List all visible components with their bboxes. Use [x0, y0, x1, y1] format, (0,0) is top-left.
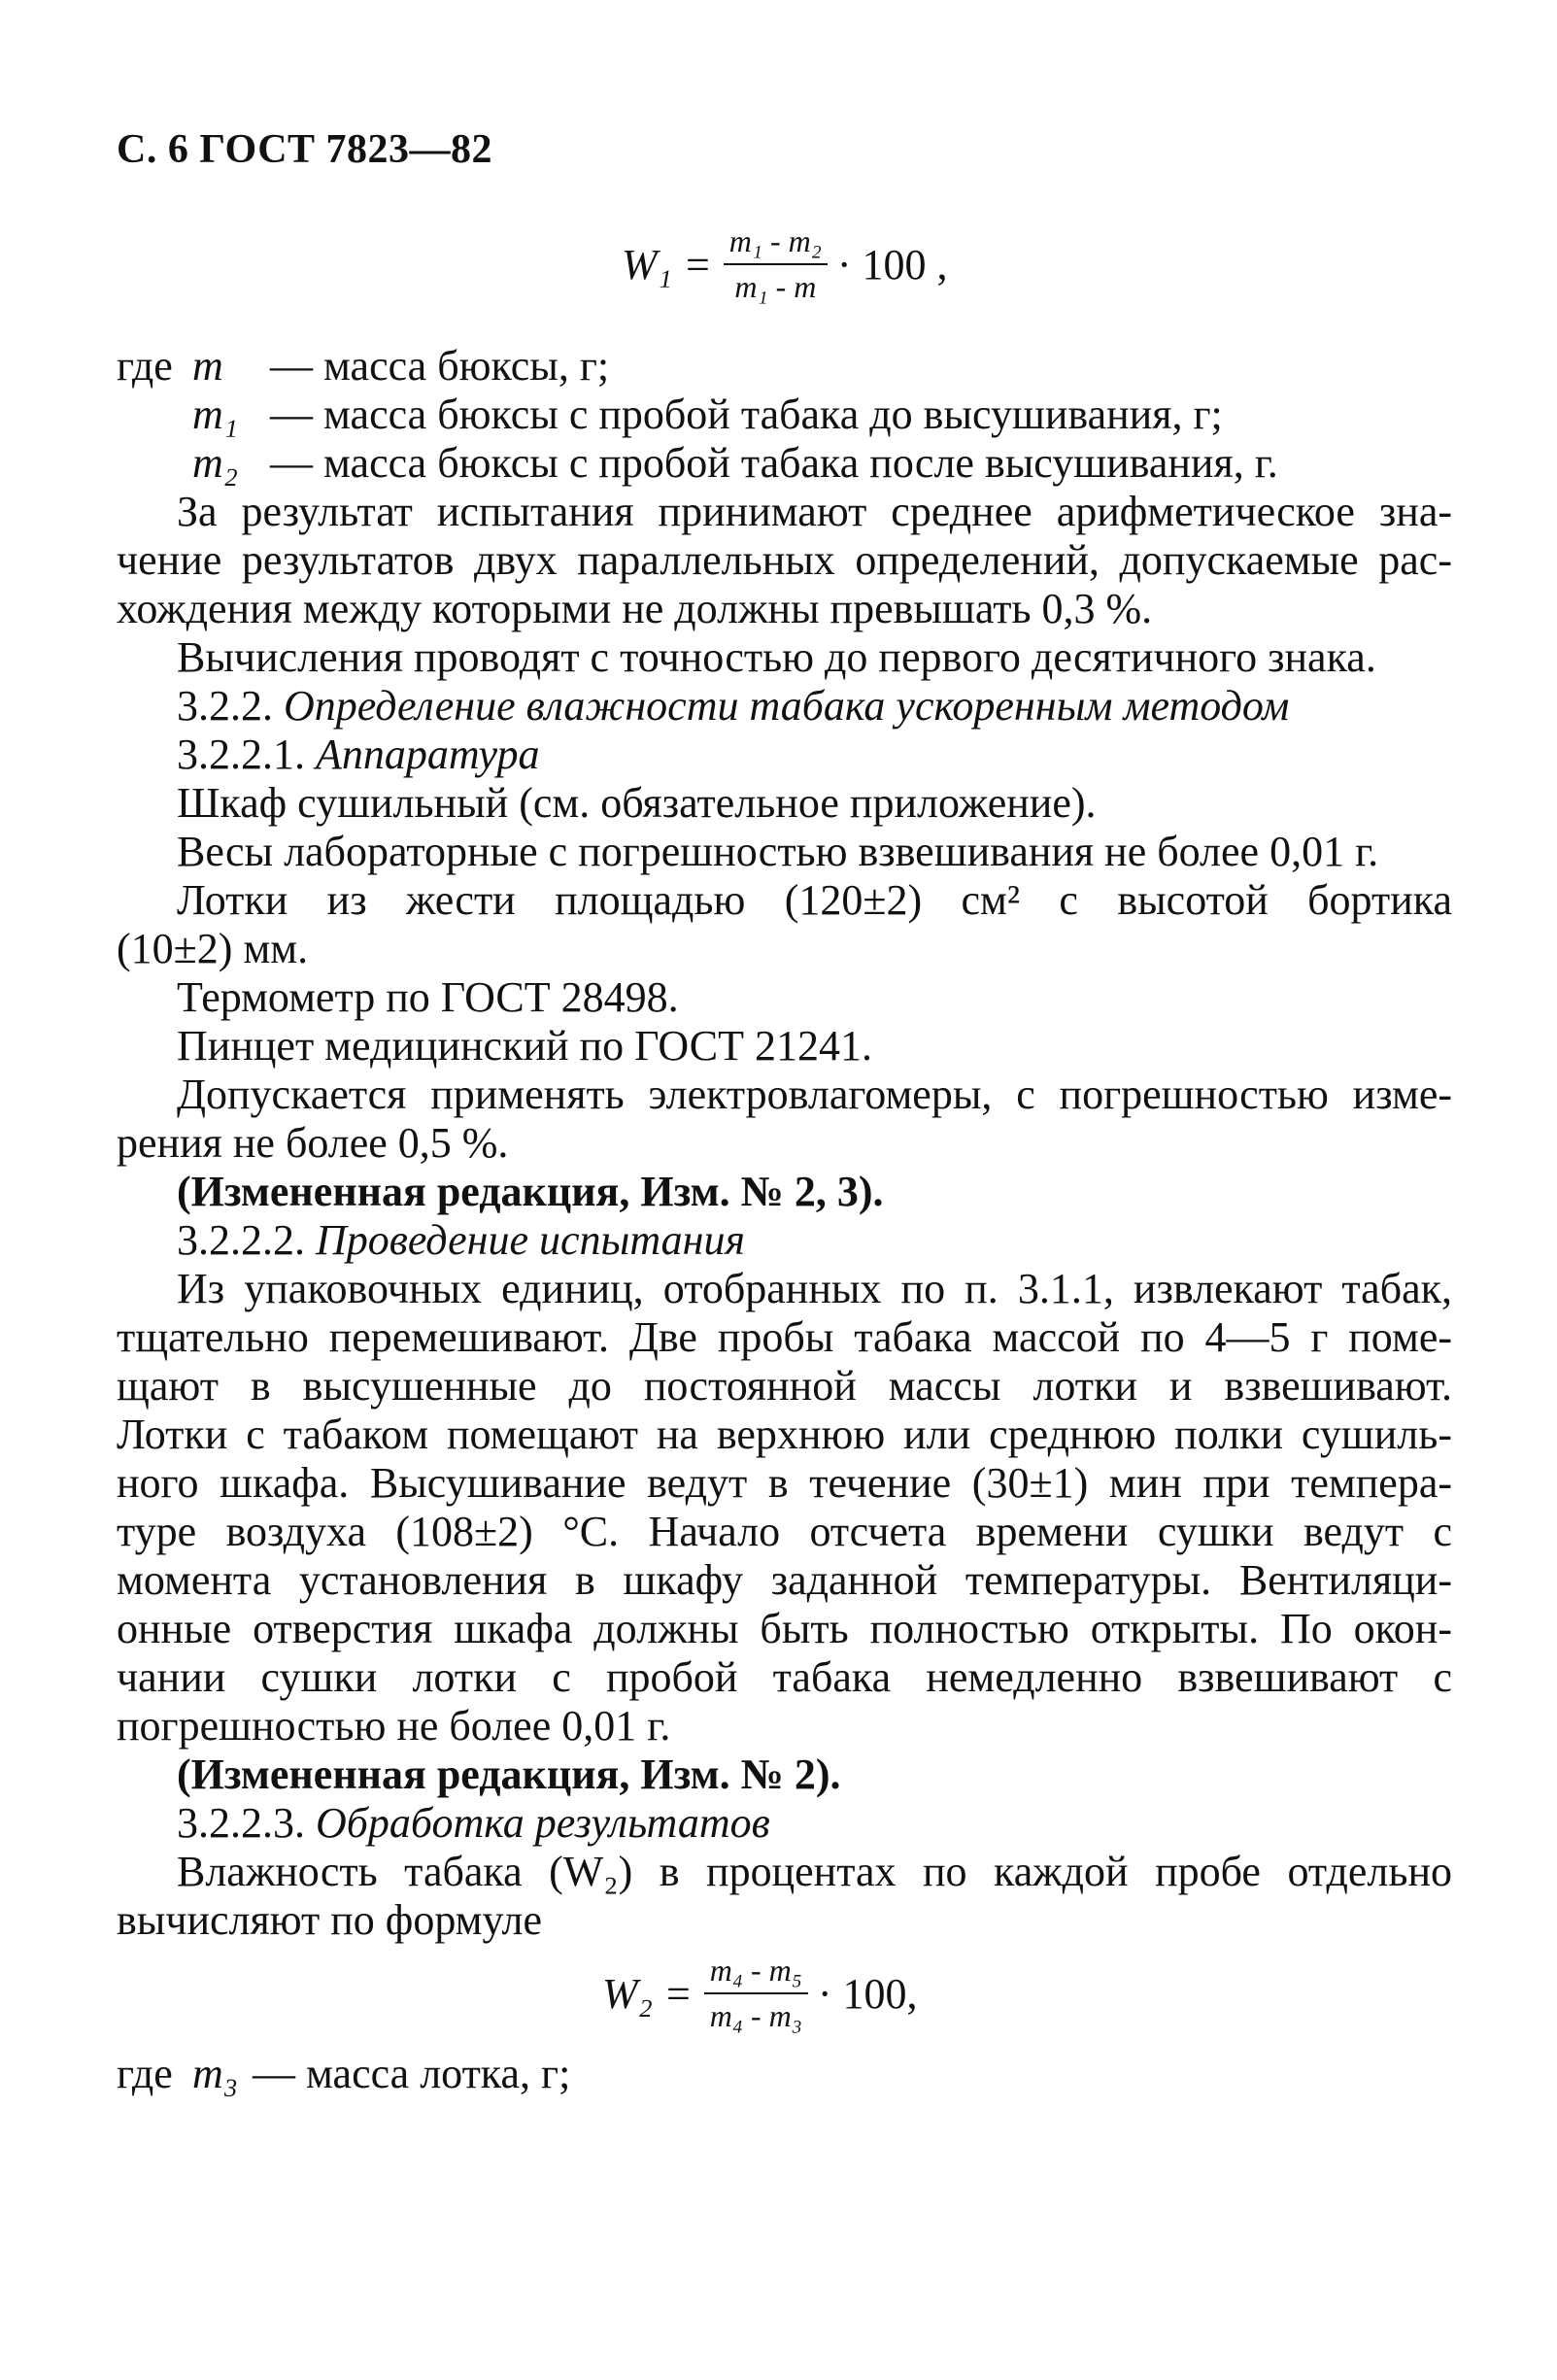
equipment-line: Термометр по ГОСТ 28498.	[177, 973, 679, 1021]
equipment-line: Шкаф сушильный (см. обязательное приложение).	[177, 779, 1097, 827]
equipment-line: Весы лабораторные с погрешностью взвешивания не более 0,01 г.	[177, 828, 1379, 875]
paragraph-line: вычисляют по формуле	[117, 1896, 543, 1944]
legend-text: — масса бюксы с пробой табака до высушивания, г;	[270, 391, 1223, 438]
section-title: Обработка результатов	[316, 1799, 770, 1847]
paragraph-line: Влажность табака (W₂) в процентах по каждой пробе отдельно	[177, 1848, 1452, 1895]
legend-item	[117, 342, 1452, 391]
equipment-line: Лотки из жести площадью (120±2) см² с высотой бортика	[177, 876, 1452, 924]
page-header: С. 6 ГОСТ 7823—82	[117, 127, 493, 172]
amendment-note: (Измененная редакция, Изм. № 2, 3).	[177, 1168, 884, 1215]
paragraph-line: онные отверстия шкафа должны быть полностью открыты. По окон-	[117, 1605, 1452, 1652]
section-number: 3.2.2.	[177, 682, 273, 730]
paragraph-line: Из упаковочных единиц, отобранных по п. 3.1.1, извлекают табак,	[177, 1265, 1452, 1312]
section-heading-3-2-2	[117, 682, 1452, 731]
paragraph-line: Вычисления проводят с точностью до первого десятичного знака.	[177, 633, 1376, 681]
legend-label	[117, 439, 192, 488]
formula-w2-equals: =	[665, 1969, 691, 2018]
body-text	[117, 342, 1452, 1945]
section-number: 3.2.2.3.	[177, 1799, 305, 1847]
paragraph-line: Допускается применять электровлагомеры, с погрешностью изме-	[177, 1071, 1452, 1118]
formula-w2-denominator: m₄ - m₃	[709, 1998, 802, 2033]
amendment-note: (Измененная редакция, Изм. № 2).	[177, 1751, 841, 1798]
legend-item	[117, 2050, 1452, 2098]
equipment-line: Пинцет медицинский по ГОСТ 21241.	[177, 1022, 872, 1070]
formula-w2	[602, 1953, 918, 2034]
legend-item	[117, 391, 1452, 439]
paragraph-line: погрешностью не более 0,01 г.	[117, 1702, 671, 1750]
section-heading-3-2-2-1	[117, 731, 1452, 779]
formula-w1-equals: =	[685, 240, 710, 289]
legend-symbol: m	[192, 342, 223, 390]
paragraph-line: чение результатов двух параллельных определений, допускаемые рас-	[117, 536, 1452, 584]
legend-text: — масса лотка, г;	[253, 2050, 571, 2097]
paragraph-line: ного шкафа. Высушивание ведут в течение (30±1) мин при темпера-	[117, 1459, 1452, 1507]
formula-w1-numerator: m₁ - m₂	[724, 223, 828, 265]
formula-w1-denominator: m₁ - m	[734, 269, 817, 304]
paragraph-line: чании сушки лотки с пробой табака немедленно взвешивают с	[117, 1653, 1452, 1701]
legend-item	[117, 439, 1452, 488]
paragraph-line: туре воздуха (108±2) °С. Начало отсчета времени сушки ведут с	[117, 1508, 1452, 1555]
paragraph-line: момента установления в шкафу заданной температуры. Вентиляци-	[117, 1556, 1452, 1604]
legend-symbol: m₃	[192, 2050, 239, 2097]
paragraph-line: щают в высушенные до постоянной массы лотки и взвешивают.	[117, 1362, 1452, 1410]
legend-text: — масса бюксы с пробой табака после высушивания, г.	[270, 439, 1278, 487]
section-number: 3.2.2.1.	[177, 731, 305, 778]
paragraph-line: рения не более 0,5 %.	[117, 1119, 509, 1167]
legend-symbol: m₂	[192, 439, 239, 487]
formula-w1-lhs: W₁	[622, 240, 672, 289]
section-title: Определение влажности табака ускоренным методом	[284, 682, 1290, 730]
section-heading-3-2-2-2	[117, 1216, 1452, 1265]
legend-symbol: m₁	[192, 391, 239, 438]
formula-w2-fraction	[704, 1953, 808, 2034]
formula-w2-lhs: W₂	[602, 1969, 653, 2018]
legend-2	[117, 2050, 1452, 2098]
paragraph-line: За результат испытания принимают среднее арифметическое зна-	[177, 488, 1452, 535]
formula-w1-fraction	[724, 223, 828, 305]
section-title: Проведение испытания	[316, 1216, 745, 1264]
formula-w1-multiplier: · 100 ,	[836, 240, 948, 289]
paragraph-line: тщательно перемешивают. Две пробы табака массой по 4—5 г поме-	[117, 1313, 1452, 1361]
section-number: 3.2.2.2.	[177, 1216, 305, 1264]
section-title: Аппаратура	[316, 731, 540, 778]
legend-label	[117, 391, 192, 439]
legend-text: — масса бюксы, г;	[270, 342, 610, 390]
formula-w1	[622, 223, 948, 305]
legend-label: где	[117, 342, 173, 390]
section-heading-3-2-2-3	[117, 1799, 1452, 1848]
formula-w2-numerator: m₄ - m₅	[704, 1953, 808, 1994]
equipment-line: (10±2) мм.	[117, 925, 309, 972]
paragraph-line: хождения между которыми не должны превышать 0,3 %.	[117, 585, 1153, 632]
paragraph-line: Лотки с табаком помещают на верхнюю или среднюю полки сушиль-	[117, 1411, 1452, 1458]
formula-w2-multiplier: · 100,	[817, 1969, 918, 2018]
legend-label: где	[117, 2050, 173, 2097]
